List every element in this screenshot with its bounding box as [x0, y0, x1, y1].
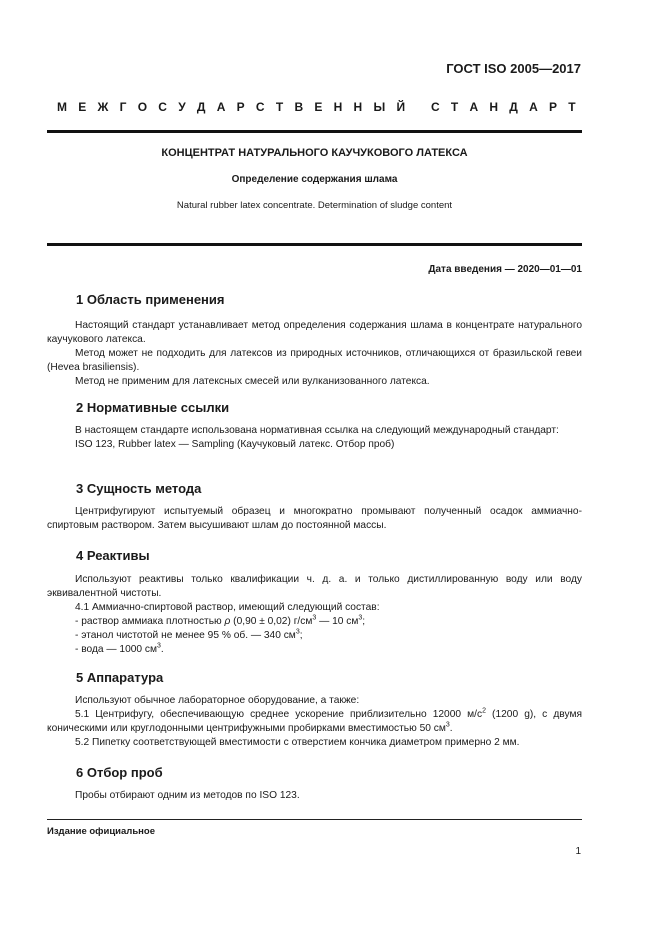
reagent-text: (0,90 ± 0,02) г/см [230, 616, 313, 627]
normative-reference: ISO 123, Rubber latex — Sampling (Каучуковый латекс. Отбор проб) [75, 439, 395, 450]
density-symbol: ρ [224, 616, 231, 627]
section-2-heading: 2 Нормативные ссылки [76, 400, 230, 415]
banner-letter: Г [119, 100, 127, 114]
banner-letter: Е [314, 100, 323, 114]
section-4-paragraph: 4.1 Аммиачно-спиртовой раствор, имеющий следующий состав: [75, 602, 380, 613]
section-2-body [47, 424, 582, 452]
banner-letter: Т [275, 100, 284, 114]
section-1-paragraph: Настоящий стандарт устанавливает метод определения содержания шлама в концентрате натурального каучукового латекса. [47, 320, 582, 345]
superscript: 3 [445, 721, 450, 729]
section-3-body [47, 505, 582, 533]
banner-letter: Д [196, 100, 206, 114]
section-2-paragraph: В настоящем стандарте использована нормативная ссылка на следующий международный стандарт: [75, 425, 559, 436]
section-5-paragraph [47, 708, 582, 736]
document-title: КОНЦЕНТРАТ НАТУРАЛЬНОГО КАУЧУКОВОГО ЛАТЕКСА [161, 147, 468, 159]
apparatus-text: . [449, 723, 453, 734]
superscript: 2 [482, 707, 486, 715]
banner-letter: Р [549, 100, 558, 114]
section-5-body [47, 694, 582, 750]
section-1-paragraph: Метод может не подходить для латексов из природных источников, отличающихся от бразильской гевеи (Hevea brasiliensis). [47, 348, 582, 373]
banner-letter: Н [333, 100, 343, 114]
superscript: 3 [358, 614, 363, 622]
banner-letter: Ы [373, 100, 386, 114]
banner-letter: А [216, 100, 226, 114]
superscript: 3 [295, 628, 300, 636]
banner-letter: Д [509, 100, 518, 114]
banner-letter: М [57, 100, 67, 114]
english-title: Natural rubber latex concentrate. Determination of sludge content [176, 200, 453, 211]
reagent-text: . [160, 644, 164, 655]
section-1-body [47, 319, 582, 389]
banner-letter: Н [353, 100, 363, 114]
section-1-paragraph: Метод не применим для латексных смесей или вулканизованного латекса. [75, 376, 430, 387]
section-6-heading: 6 Отбор проб [76, 765, 163, 780]
banner-letter: В [294, 100, 304, 114]
banner-letter [416, 100, 419, 114]
banner-letter: С [255, 100, 265, 114]
reagent-text: - вода — 1000 см [75, 644, 158, 655]
banner-letter: А [529, 100, 538, 114]
document-subtitle: Определение содержания шлама [231, 174, 398, 185]
banner-letter: Е [78, 100, 87, 114]
section-6-paragraph: Пробы отбирают одним из методов по ISO 123. [75, 790, 300, 801]
section-3-heading: 3 Сущность метода [76, 481, 202, 496]
title-rule [47, 243, 582, 246]
section-5-paragraph: 5.2 Пипетку соответствующей вместимости с отверстием кончика диаметром примерно 2 мм. [75, 737, 520, 748]
reagent-text: - раствор аммиака плотностью [75, 616, 225, 627]
section-4-paragraph: Используют реактивы только квалификации ч. д. а. и только дистиллированную воду или воду эквивалентной чистоты. [47, 574, 582, 599]
reagent-text: - этанол чистотой не менее 95 % об. — 340 см [75, 630, 296, 641]
superscript: 3 [312, 614, 317, 622]
banner-letter: Т [450, 100, 459, 114]
reagent-text: — 10 см [316, 616, 359, 627]
section-5-paragraph: Используют обычное лабораторное оборудование, а также: [75, 695, 360, 706]
reagent-list-item [47, 629, 582, 643]
banner-letter: У [178, 100, 186, 114]
section-6-body [47, 789, 582, 803]
reagent-list-item [47, 615, 582, 629]
section-1-heading: 1 Область применения [76, 292, 225, 307]
document-id: ГОСТ ISO 2005—2017 [446, 61, 581, 76]
section-3-paragraph: Центрифугируют испытуемый образец и многократно промывают полученный осадок аммиачно-спиртовым раствором. Затем высушивают шлам до постоянной массы. [47, 506, 582, 531]
banner-letter: Й [396, 100, 406, 114]
reagent-text: ; [362, 616, 366, 627]
banner-letter: Н [489, 100, 499, 114]
introduction-date: Дата введения — 2020—01—01 [428, 264, 582, 275]
official-edition-label: Издание официальное [47, 826, 155, 837]
superscript: 3 [157, 642, 161, 650]
banner-letter: Т [568, 100, 576, 114]
banner-letter: Р [236, 100, 245, 114]
apparatus-text: 5.1 Центрифугу, обеспечивающую среднее ускорение приблизительно 12000 м/с [75, 709, 483, 720]
page-number: 1 [575, 846, 581, 857]
apparatus-text: (1200 g), с двумя коническими или круглодонными центрифужными пробирками вместимостью 50 см [47, 709, 582, 734]
banner-letter: С [158, 100, 167, 114]
section-4-body [47, 573, 582, 657]
header-rule [47, 130, 582, 133]
section-5-heading: 5 Аппаратура [76, 670, 164, 685]
reagent-list-item [47, 643, 582, 657]
banner-letter: Ж [97, 100, 109, 114]
interstate-standard-banner [57, 100, 576, 114]
section-4-heading: 4 Реактивы [76, 548, 150, 563]
reagent-text: ; [299, 630, 303, 641]
banner-letter: А [469, 100, 479, 114]
banner-letter: О [137, 100, 148, 114]
footer-rule [47, 819, 582, 820]
banner-letter: С [430, 100, 440, 114]
